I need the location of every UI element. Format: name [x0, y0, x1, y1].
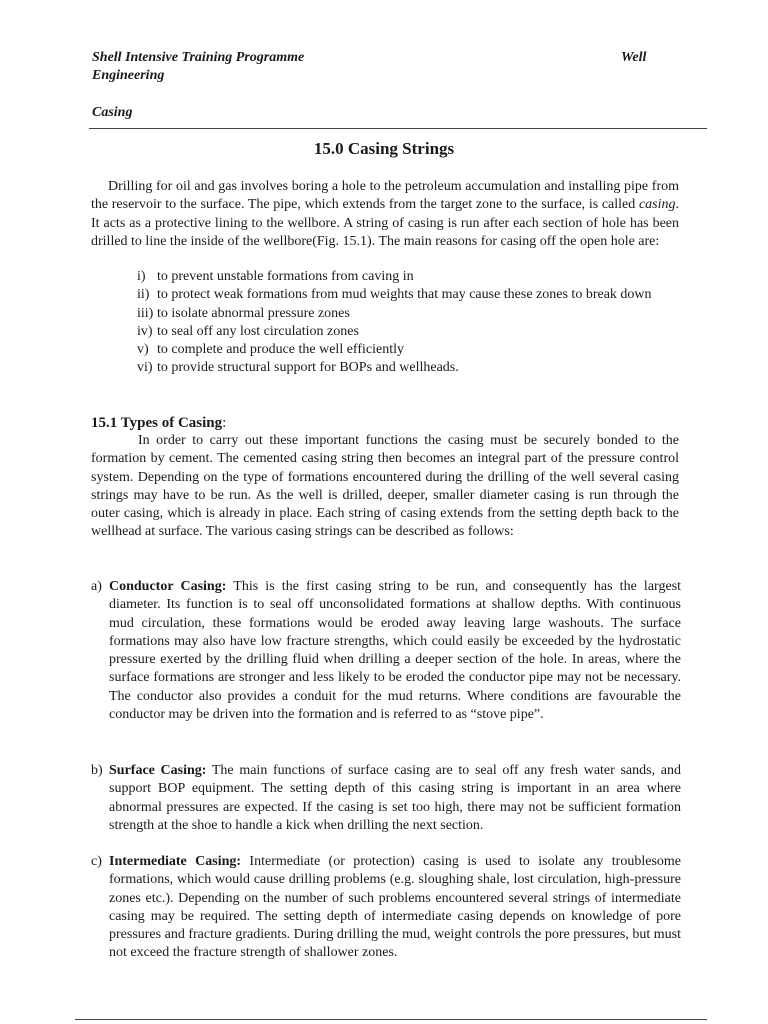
conductor-casing-item — [91, 578, 681, 724]
item-content — [109, 578, 681, 724]
item-content — [109, 762, 681, 835]
list-item-text: to complete and produce the well efficiently — [157, 342, 404, 358]
intro-text-part1: Drilling for oil and gas involves boring a hole to the petroleum accumulation and installing pipe from the reservoir to the surface. The pipe, which extends from the target zone to the surface, is called — [91, 179, 679, 213]
item-marker: c) — [91, 854, 102, 869]
list-item — [137, 305, 682, 323]
header-divider — [89, 128, 707, 129]
surface-casing-item — [91, 762, 681, 835]
item-text: This is the first casing string to be run, and consequently has the largest diameter. Its function is to seal off unconsolidated formations at shallow depths. With continuous mud circulation, these formations would be eroded away leaving large washouts. The surface formations may also have low fracture strengths, which could easily be exceeded by the hydrostatic pressure exerted by the drilling fluid when drilling a deeper section of the hole. In areas, where the surface formations are stronger and less likely to be eroded the conductor pipe may not be necessary. The conductor also provides a conduit for the mud returns. Where conditions are favourable the conductor may be driven into the formation and is referred to as “stove pipe”. — [109, 579, 681, 723]
intro-paragraph — [91, 178, 679, 251]
item-marker: b) — [91, 763, 103, 778]
header-programme-subtitle: Engineering — [92, 68, 165, 83]
list-item-text: to prevent unstable formations from caving in — [157, 269, 414, 284]
footer-divider — [75, 1019, 707, 1020]
list-item-number: vi) — [137, 360, 153, 376]
header-section-name: Casing — [92, 105, 133, 120]
item-marker: a) — [91, 579, 102, 594]
list-item-number: ii) — [137, 287, 150, 303]
list-item-text: to seal off any lost circulation zones — [157, 323, 359, 339]
list-item — [137, 341, 682, 359]
item-text: Intermediate (or protection) casing is used to isolate any troublesome formations, which would cause drilling problems (e.g. sloughing shale, lost circulation, high-pressure zones etc.). Depending on the number of such problems encountered several strings of intermediate casing may be required. The setting depth of intermediate casing depends on knowledge of pore pressures and fracture gradients. During drilling the mud, weight controls the pore pressures, but must not exceed the fracture strength of shallower zones. — [109, 854, 682, 961]
section-heading — [91, 414, 226, 432]
item-content — [109, 853, 681, 963]
list-item-number: iv) — [137, 323, 153, 339]
page-title: 15.0 Casing Strings — [313, 139, 455, 158]
item-text: The main functions of surface casing are to seal off any fresh water sands, and support BOP equipment. The setting depth of this casing string is important in an area where abnormal pressures are expected. If the casing is set too high, there may not be sufficient formation strength at the shoe to handle a kick when drilling the next section. — [109, 763, 681, 833]
intermediate-casing-item — [91, 853, 681, 963]
list-item — [137, 323, 682, 341]
list-item-number: v) — [137, 342, 149, 358]
list-item — [137, 359, 682, 377]
list-item-number: iii) — [137, 305, 154, 321]
intro-text-part2: . It acts as a protective lining to the wellbore. A string of casing is run after each section of hole has been drilled to line the inside of the wellbore(Fig. 15.1). The main reasons for casing off the open hole are: — [91, 197, 679, 249]
list-item — [137, 286, 682, 304]
list-item — [137, 268, 682, 286]
item-label: Intermediate Casing: — [109, 854, 242, 869]
section-heading-colon: : — [222, 415, 227, 431]
header-right-label: Well — [621, 50, 647, 65]
item-label: Conductor Casing: — [109, 579, 227, 594]
reasons-list — [137, 268, 682, 378]
list-item-text: to protect weak formations from mud weights that may cause these zones to break down — [157, 287, 652, 303]
section-heading-text: 15.1 Types of Casing — [91, 415, 223, 431]
item-label: Surface Casing: — [109, 763, 207, 778]
intro-emphasis: casing — [638, 197, 676, 213]
list-item-text: to provide structural support for BOPs and wellheads. — [157, 360, 459, 376]
list-item-number: i) — [137, 269, 146, 284]
types-paragraph: In order to carry out these important functions the casing must be securely bonded to the formation by cement. The cemented casing string then becomes an integral part of the pressure control system. Depending on the type of formations encountered during the drilling of the well several casing strings may have to be run. As the well is drilled, deeper, smaller diameter casing is run through the outer casing, which is already in place. Each string of casing extends from the setting depth back to the wellhead at surface. The various casing strings can be described as follows: — [91, 433, 679, 540]
header-programme-title: Shell Intensive Training Programme — [92, 50, 305, 65]
list-item-text: to isolate abnormal pressure zones — [157, 305, 350, 321]
